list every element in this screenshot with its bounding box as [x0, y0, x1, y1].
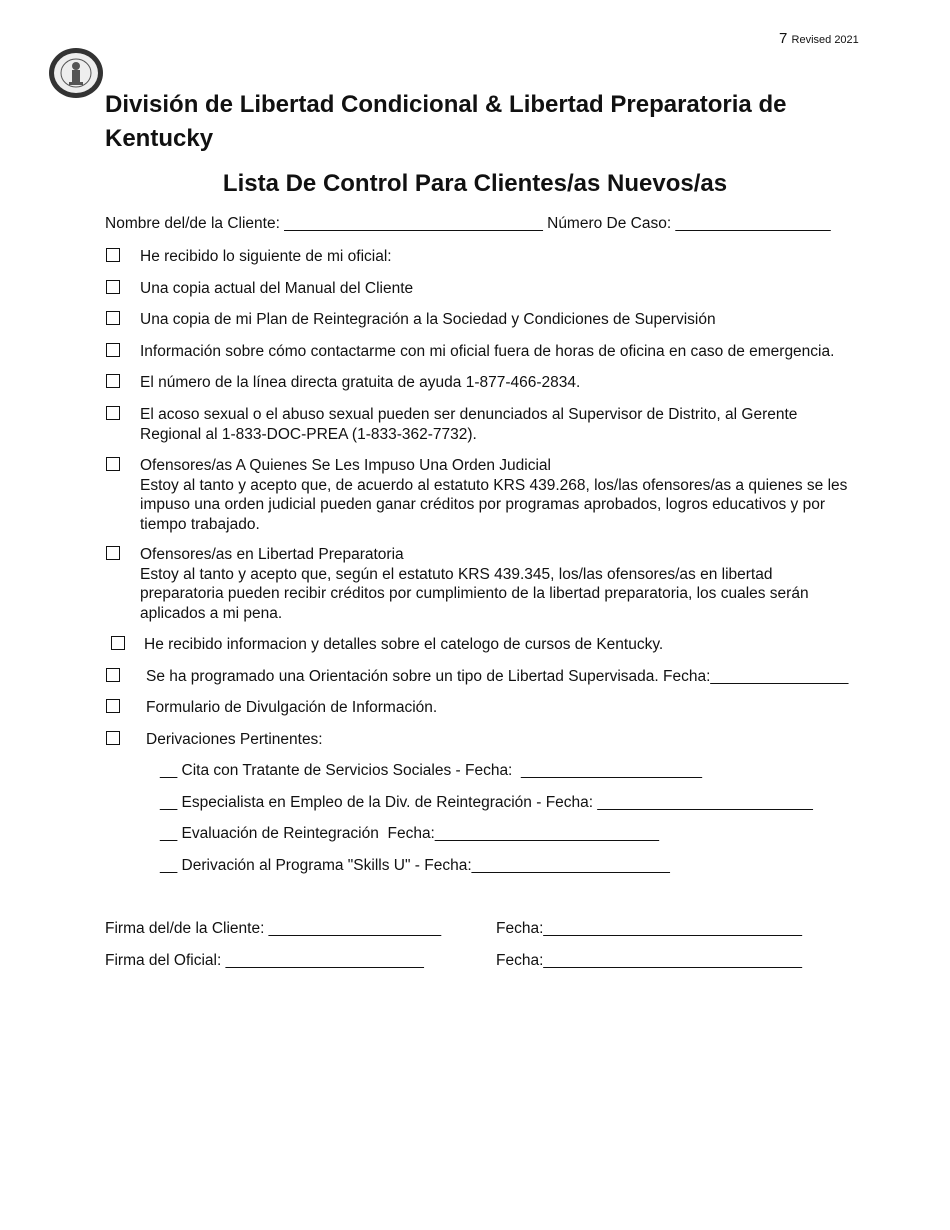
- checkbox[interactable]: [106, 546, 120, 560]
- referral-item[interactable]: __ Cita con Tratante de Servicios Sociales - Fecha: _____________________: [160, 762, 703, 779]
- referral-item[interactable]: __ Derivación al Programa "Skills U" - Fecha:_______________________: [160, 857, 670, 874]
- checklist-item-text: Una copia actual del Manual del Cliente: [140, 280, 414, 297]
- checklist-item-text: Ofensores/as A Quienes Se Les Impuso Una Orden Judicial Estoy al tanto y acepto que, de acuerdo al estatuto KRS 439.268, los/las ofensores/as a quienes se les impuso una orden judicial pueden ganar créditos por programas aprobados, logros educativos y por tiempo trabajado.: [140, 457, 848, 533]
- checklist-item-text: Información sobre cómo contactarme con mi oficial fuera de horas de oficina en caso de emergencia.: [140, 343, 835, 360]
- officer-signature-line[interactable]: Firma del Oficial: _______________________: [105, 952, 424, 969]
- form-title: Lista De Control Para Clientes/as Nuevos/as: [222, 170, 728, 197]
- client-signature-line[interactable]: Firma del/de la Cliente: ____________________: [105, 920, 442, 937]
- checklist-item-text: He recibido lo siguiente de mi oficial:: [140, 248, 392, 265]
- checkbox[interactable]: [106, 406, 120, 420]
- checkbox[interactable]: [106, 731, 120, 745]
- officer-date-line[interactable]: Fecha:______________________________: [496, 952, 802, 969]
- checklist-item-text: Formulario de Divulgación de Información.: [146, 699, 438, 716]
- checkbox[interactable]: [106, 343, 120, 357]
- checklist-item-text: El acoso sexual o el abuso sexual pueden ser denunciados al Supervisor de Distrito, al Gerente Regional al 1-833-DOC-PREA (1-833-362-7732).: [140, 406, 802, 443]
- referral-item[interactable]: __ Evaluación de Reintegración Fecha:__________________________: [160, 825, 659, 842]
- referral-item[interactable]: __ Especialista en Empleo de la Div. de Reintegración - Fecha: _________________________: [160, 794, 813, 811]
- page-number: [779, 30, 859, 47]
- checklist-item-text: Se ha programado una Orientación sobre un tipo de Libertad Supervisada. Fecha:________________: [146, 668, 849, 685]
- checkbox[interactable]: [106, 374, 120, 388]
- kentucky-seal-icon: [47, 46, 105, 100]
- checkbox[interactable]: [106, 248, 120, 262]
- checkbox[interactable]: [106, 457, 120, 471]
- checkbox[interactable]: [106, 311, 120, 325]
- page-number-value: 7: [779, 30, 788, 47]
- division-title: División de Libertad Condicional & Libertad Preparatoria de Kentucky: [105, 91, 787, 152]
- checklist-item-text: Ofensores/as en Libertad Preparatoria Estoy al tanto y acepto que, según el estatuto KRS 439.345, los/las ofensores/as en libertad preparatoria pueden recibir créditos por cumplimiento de la libertad preparatoria, los cuales serán aplicados a mi pena.: [140, 546, 809, 622]
- checklist-item-text: El número de la línea directa gratuita de ayuda 1-877-466-2834.: [140, 374, 581, 391]
- client-name-case-line[interactable]: Nombre del/de la Cliente: ______________________________ Número De Caso: __________________: [105, 215, 831, 232]
- checklist-item-text: He recibido informacion y detalles sobre el catelogo de cursos de Kentucky.: [144, 636, 664, 653]
- client-date-line[interactable]: Fecha:______________________________: [496, 920, 802, 937]
- checklist-item-text: Derivaciones Pertinentes:: [146, 731, 323, 748]
- checkbox[interactable]: [106, 668, 120, 682]
- revision-label: Revised 2021: [791, 34, 859, 46]
- checkbox[interactable]: [106, 280, 120, 294]
- checkbox[interactable]: [106, 699, 120, 713]
- checklist-item-text: Una copia de mi Plan de Reintegración a la Sociedad y Condiciones de Supervisión: [140, 311, 716, 328]
- checkbox[interactable]: [111, 636, 125, 650]
